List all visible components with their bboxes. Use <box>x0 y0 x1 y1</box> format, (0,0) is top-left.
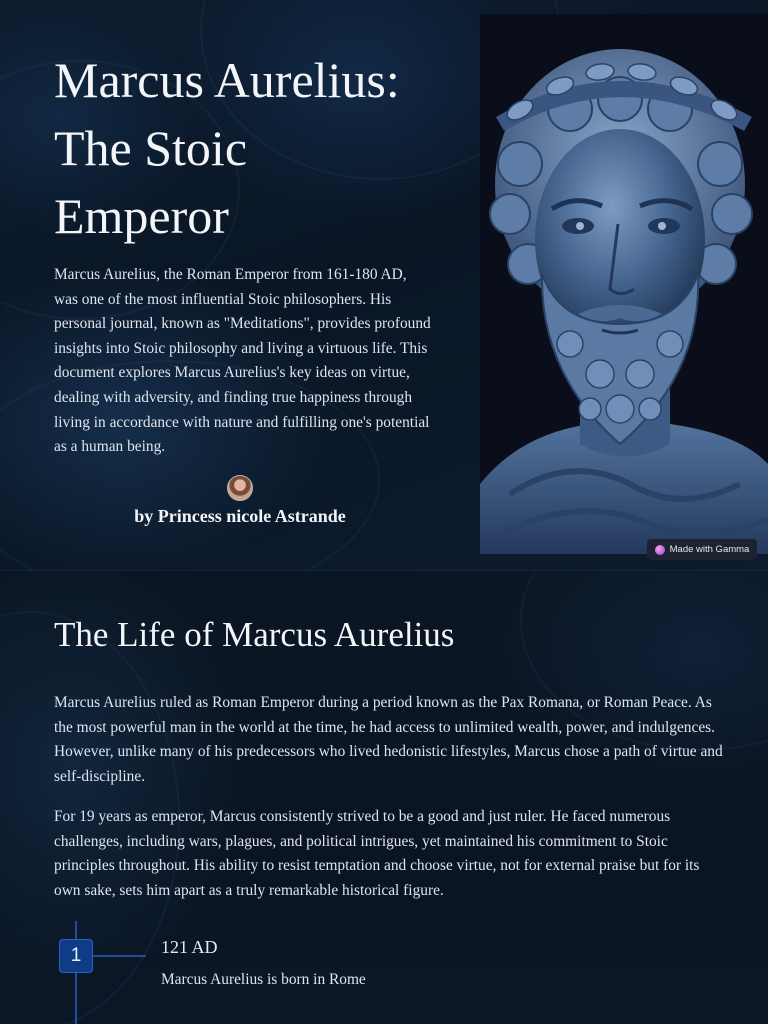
badge-label: Made with Gamma <box>669 544 750 555</box>
timeline-step-number: 1 <box>59 939 93 973</box>
title-line: Emperor <box>54 188 229 244</box>
avatar <box>227 475 253 501</box>
title-line: Marcus Aurelius: <box>54 52 400 108</box>
marcus-aurelius-bust-image <box>480 14 768 554</box>
author-name: by Princess nicole Astrande <box>134 506 346 526</box>
made-with-gamma-badge[interactable] <box>647 539 757 560</box>
bust-illustration <box>480 14 768 554</box>
intro-paragraph: Marcus Aurelius, the Roman Emperor from 161-180 AD, was one of the most influential Stoic philosophers. His personal journal, known as "Meditations", provides profound insights into Stoic philosophy and living a virtuous life. This document explores Marcus Aurelius's key ideas on virtue, dealing with adversity, and finding true happiness through living in accordance with nature and fulfilling one's potential as a human being. <box>54 266 431 456</box>
gamma-logo-icon <box>655 545 665 555</box>
life-paragraph-2: For 19 years as emperor, Marcus consistently strived to be a good and just ruler. He faced numerous challenges, including wars, plagues, and political intrigues, yet maintained his commitment to Stoic principles throughout. His ability to resist temptation and choose virtue, not for external praise but for its own sake, sets him apart as a truly remarkable historical figure. <box>54 808 700 899</box>
author-block <box>100 475 380 527</box>
timeline-connector <box>92 955 146 957</box>
timeline-description: Marcus Aurelius is born in Rome <box>161 971 366 988</box>
section-heading: The Life of Marcus Aurelius <box>54 615 455 654</box>
title-line: The Stoic <box>54 120 248 176</box>
page-title <box>54 46 454 250</box>
life-card <box>0 570 768 1024</box>
life-paragraph-1: Marcus Aurelius ruled as Roman Emperor during a period known as the Pax Romana, or Roman Peace. As the most powerful man in the world at the time, he had access to unlimited wealth, power, and indulgences. However, unlike many of his predecessors who lived hedonistic lifestyles, Marcus chose a path of virtue and self-discipline. <box>54 694 723 785</box>
timeline-date: 121 AD <box>161 937 218 957</box>
